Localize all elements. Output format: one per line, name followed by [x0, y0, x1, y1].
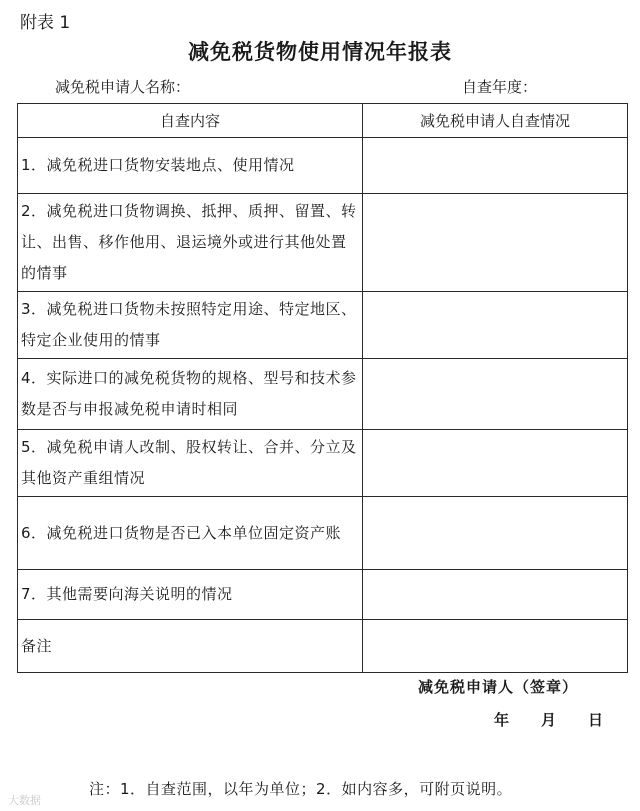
row-result-cell[interactable]	[363, 430, 628, 497]
date-month-label: 月	[541, 711, 557, 729]
table-row	[18, 620, 628, 673]
table-row	[18, 570, 628, 620]
row-result-cell[interactable]	[363, 138, 628, 194]
row-content: 备注	[18, 620, 363, 673]
column-header-result: 减免税申请人自查情况	[363, 104, 628, 138]
check-year-label: 自查年度：	[462, 78, 538, 96]
date-day-label: 日	[588, 711, 604, 729]
row-result-cell[interactable]	[363, 620, 628, 673]
self-check-table	[17, 103, 628, 673]
date-year-label: 年	[494, 711, 510, 729]
table-row	[18, 497, 628, 570]
table-header-row	[18, 104, 628, 138]
footnote: 注：1．自查范围，以年为单位；2．如内容多，可附页说明。	[89, 780, 513, 798]
appendix-label: 附表 1	[20, 13, 71, 33]
row-result-cell[interactable]	[363, 194, 628, 292]
applicant-name-label: 减免税申请人名称：	[55, 78, 191, 96]
row-content: 6．减免税进口货物是否已入本单位固定资产账	[18, 497, 363, 570]
row-result-cell[interactable]	[363, 292, 628, 359]
applicant-signature-label: 减免税申请人（签章）	[418, 678, 579, 696]
table-row	[18, 292, 628, 359]
table-row	[18, 194, 628, 292]
row-result-cell[interactable]	[363, 497, 628, 570]
row-content: 4．实际进口的减免税货物的规格、型号和技术参数是否与申报减免税申请时相同	[18, 359, 363, 430]
row-content: 1．减免税进口货物安装地点、使用情况	[18, 138, 363, 194]
row-content: 3．减免税进口货物未按照特定用途、特定地区、特定企业使用的情事	[18, 292, 363, 359]
report-title: 减免税货物使用情况年报表	[188, 40, 452, 64]
row-content: 2．减免税进口货物调换、抵押、质押、留置、转让、出售、移作他用、退运境外或进行其他处置的情事	[18, 194, 363, 292]
row-result-cell[interactable]	[363, 570, 628, 620]
table-row	[18, 138, 628, 194]
table-row	[18, 430, 628, 497]
watermark: 大数据	[8, 794, 41, 807]
signature-date	[494, 709, 603, 730]
column-header-content: 自查内容	[18, 104, 363, 138]
table-row	[18, 359, 628, 430]
row-result-cell[interactable]	[363, 359, 628, 430]
row-content: 7．其他需要向海关说明的情况	[18, 570, 363, 620]
row-content: 5．减免税申请人改制、股权转让、合并、分立及其他资产重组情况	[18, 430, 363, 497]
